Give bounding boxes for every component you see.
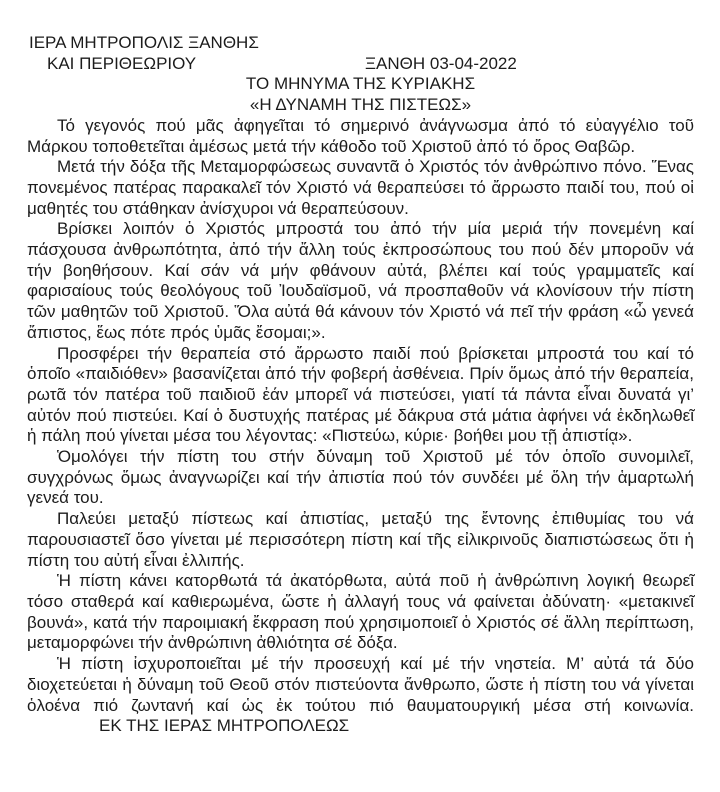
body-paragraph: Παλεύει μεταξύ πίστεως καί ἀπιστίας, μεταξύ της ἔντονης ἐπιθυμίας του νά παρουσιαστεῖ ὅσο γίνεται μέ περισσότερη πίστη καί τῆς εἰλικρινοῦς διαπιστώσεως ὅτι ἡ πίστη του αὐτή εἶναι ἐλλιπής. <box>27 509 694 570</box>
org-name-line1: ΙΕΡΑ ΜΗΤΡΟΠΟΛΙΣ ΞΑΝΘΗΣ <box>29 33 259 52</box>
document-body <box>27 116 694 737</box>
org-dateline-row <box>27 54 694 75</box>
body-paragraph: Ἡ πίστη κάνει κατορθωτά τά ἀκατόρθωτα, αὐτά ποῦ ἡ ἀνθρώπινη λογική θεωρεῖ τόσο σταθερά καί καθιερωμένα, ὥστε ἡ ἀλλαγή τους νά φαίνεται ἀδύνατη· «μετακινεῖ βουνά», κατά τήν παροιμιακή ἔκφραση πού χρησιμοποιεῖ ὁ Χριστός σέ ἄλλη περίπτωση, μεταμορφώνει τήν ἀνθρώπινη ἀθλιότητα σέ δόξα. <box>27 571 694 653</box>
body-paragraph: Ὁμολόγει τήν πίστη του στήν δύναμη τοῦ Χριστοῦ μέ τόν ὁποῖο συνομιλεῖ, συγχρόνως ὅμως ἀναγνωρίζει καί τήν ἀπιστία πού τόν συνδέει μέ ὅλη τήν ἁμαρτωλή γενεά του. <box>27 447 694 508</box>
body-paragraph-text: Ἡ πίστη ἰσχυροποιεῖται μέ τήν προσευχή καί μέ τήν νηστεία. Μ’ αὐτά τά δύο διοχετεύεται ἡ δύναμη τοῦ Θεοῦ στόν πιστεύοντα ἄνθρωπο, ὥστε ἡ πίστη του νά γίνεται ὁλοένα πιό ζωντανή καί ὡς ἐκ τούτου πιό θαυματουργική μέσα στή κοινωνία. <box>27 654 694 715</box>
message-subtitle: «Η ΔΥΝΑΜΗ ΤΗΣ ΠΙΣΤΕΩΣ» <box>249 95 472 115</box>
body-paragraph-last <box>27 654 694 737</box>
document-header <box>27 33 694 116</box>
body-paragraph: Μετά τήν δόξα τῆς Μεταμορφώσεως συναντᾶ ὁ Χριστός τόν ἀνθρώπινο πόνο. Ἕνας πονεμένος πατέρας παρακαλεῖ τόν Χριστό νά θεραπεύσει τό ἄρρωστο παιδί του, πού οἱ μαθητές του στάθηκαν ἀνίσχυροι νά θεραπεύσουν. <box>27 157 694 218</box>
dateline: ΞΑΝΘΗ 03-04-2022 <box>365 53 517 73</box>
message-title: ΤΟ ΜΗΝΥΜΑ ΤΗΣ ΚΥΡΙΑΚΗΣ <box>245 74 476 94</box>
org-name-line2: ΚΑΙ ΠΕΡΙΘΕΩΡΙΟΥ <box>47 53 197 73</box>
signature-line: ΕΚ ΤΗΣ ΙΕΡΑΣ ΜΗΤΡΟΠΟΛΕΩΣ <box>99 716 350 736</box>
body-paragraph: Προσφέρει τήν θεραπεία στό ἄρρωστο παιδί πού βρίσκεται μπροστά του καί τό ὁποῖο «παιδιόθεν» βασανίζεται ἀπό τήν φοβερή ἀσθένεια. Πρίν ὅμως ἀπό τήν θεραπεία, ρωτᾶ τόν πατέρα τοῦ παιδιοῦ ἐάν μπορεῖ νά πιστεύσει, γιατί τά πάντα εἶναι δυνατά γι’ αὐτόν πού πιστεύει. Καί ὁ δυστυχής πατέρας μέ δάκρυα στά μάτια ἀφήνει νά ἐκδηλωθεῖ ἡ πάλη πού γίνεται μέσα του λέγοντας: «Πιστεύω, κύριε· βοήθει μου τῇ ἀπιστίᾳ». <box>27 343 694 446</box>
body-paragraph: Τό γεγονός πού μᾶς ἀφηγεῖται τό σημερινό ἀνάγνωσμα ἀπό τό εὐαγγέλιο τοῦ Μάρκου τοποθετεῖται ἀμέσως μετά τήν κάθοδο τοῦ Χριστοῦ ἀπό τό ὄρος Θαβῶρ. <box>27 115 694 156</box>
body-paragraph: Βρίσκει λοιπόν ὁ Χριστός μπροστά του ἀπό τήν μία μεριά τήν πονεμένη καί πάσχουσα ἀνθρωπότητα, ἀπό τήν ἄλλη τούς ἐκπροσώπους του πού δέν μποροῦν νά τήν βοηθήσουν. Καί σάν νά μήν φθάνουν αὐτά, βλέπει καί τούς γραμματεῖς καί φαρισαίους τούς θεολόγους τοῦ Ἰουδαϊσμοῦ, νά προσπαθοῦν νά κλονίσουν τήν πίστη τῶν μαθητῶν τοῦ Χριστοῦ. Ὅλα αὐτά θά κάνουν τόν Χριστό νά πεῖ τήν φράση «ὦ γενεά ἄπιστος, ἕως πότε πρός ὑμᾶς ἔσομαι;». <box>27 219 694 342</box>
